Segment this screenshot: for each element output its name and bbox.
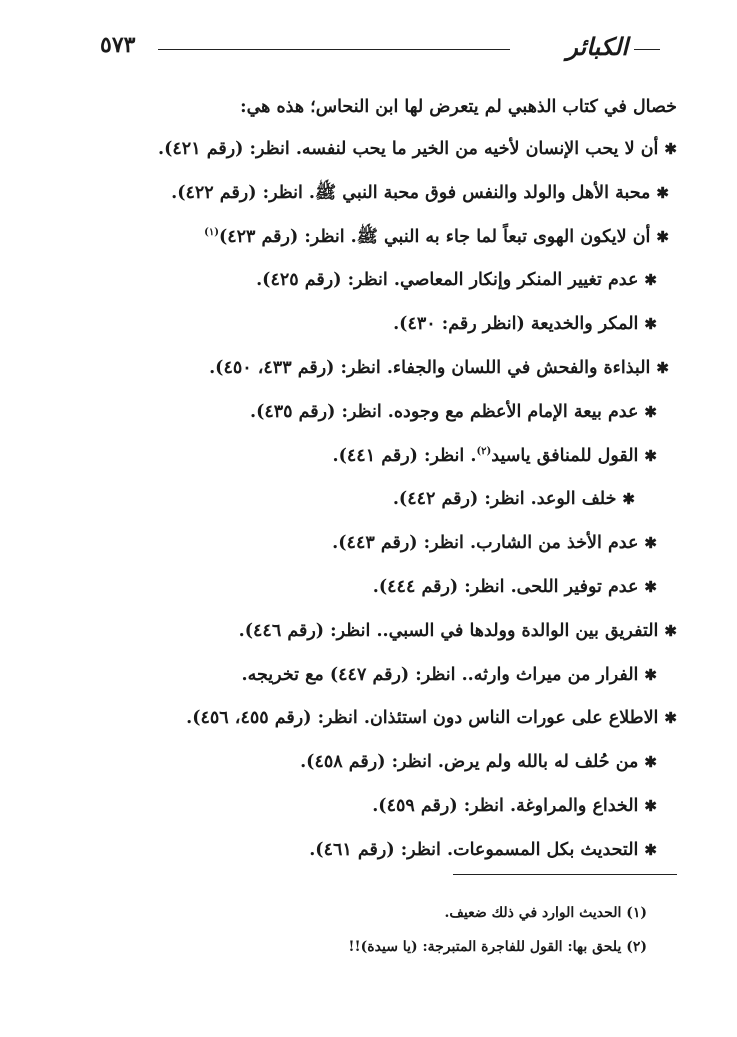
- bullet-icon: ✱: [644, 271, 657, 290]
- bullet-icon: ✱: [656, 227, 669, 246]
- item-text: القول للمنافق ياسيد: [491, 445, 639, 466]
- list-item: [117, 741, 677, 785]
- item-text: أن لا يحب الإنسان لأخيه من الخير ما يحب لنفسه. انظر: (رقم ٤٢١).: [158, 139, 659, 159]
- list-item: [117, 654, 677, 698]
- bullet-icon: ✱: [622, 490, 635, 509]
- footnote: (١) الحديث الوارد في ذلك ضعيف.: [444, 905, 647, 921]
- bullet-icon: ✱: [656, 358, 669, 377]
- list-item: [117, 785, 677, 829]
- page-header: [100, 30, 660, 70]
- bullet-icon: ✱: [644, 402, 657, 421]
- bullet-icon: ✱: [644, 534, 657, 553]
- list-item: [117, 697, 677, 741]
- item-text: التفريق بين الوالدة وولدها في السبي.. انظر: (رقم ٤٤٦).: [238, 620, 659, 641]
- item-text: محبة الأهل والولد والنفس فوق محبة النبي ﷺ. انظر: (رقم ٤٢٢).: [171, 182, 651, 203]
- item-text: أن لايكون الهوى تبعاً لما جاء به النبي ﷺ. انظر: (رقم ٤٢٣): [218, 226, 651, 247]
- footnote-rule: [453, 874, 677, 875]
- bullet-icon: ✱: [644, 315, 657, 334]
- list-item: [117, 566, 677, 610]
- bullet-icon: ✱: [664, 621, 677, 640]
- list-item: [117, 172, 677, 216]
- footnote: (٢) يلحق بها: القول للفاجرة المتبرجة: (يا سيدة)!!: [348, 939, 647, 955]
- intro-line: خصال في كتاب الذهبي لم يتعرض لها ابن النحاس؛ هذه هي:: [240, 97, 677, 117]
- header-rule: [158, 49, 510, 50]
- bullet-icon: ✱: [656, 183, 669, 202]
- list-item: [117, 610, 677, 654]
- bullet-icon: ✱: [644, 840, 657, 859]
- list-item: [117, 435, 677, 479]
- body-text: [117, 86, 677, 873]
- bullet-icon: ✱: [644, 577, 657, 596]
- item-text: الخداع والمراوغة. انظر: (رقم ٤٥٩).: [372, 795, 639, 816]
- list-item: [117, 391, 677, 435]
- footnotes: [127, 896, 647, 964]
- item-list: [117, 128, 677, 873]
- list-item: [117, 522, 677, 566]
- list-item: [117, 303, 677, 347]
- header-rule-right: [634, 49, 660, 50]
- list-item: [117, 347, 677, 391]
- item-text: عدم توفير اللحى. انظر: (رقم ٤٤٤).: [372, 576, 639, 597]
- list-item: [117, 829, 677, 873]
- item-text: البذاءة والفحش في اللسان والجفاء. انظر: (رقم ٤٣٣، ٤٥٠).: [209, 357, 651, 378]
- bullet-icon: ✱: [644, 753, 657, 772]
- item-text: التحديث بكل المسموعات. انظر: (رقم ٤٦١).: [309, 839, 639, 860]
- bullet-icon: ✱: [664, 709, 677, 728]
- list-item: [117, 128, 677, 172]
- item-text: عدم الأخذ من الشارب. انظر: (رقم ٤٤٣).: [332, 533, 639, 554]
- item-text: المكر والخديعة (انظر رقم: ٤٣٠).: [393, 314, 639, 335]
- page-number: ٥٧٣: [100, 32, 136, 58]
- item-text: الاطلاع على عورات الناس دون استئذان. انظر: (رقم ٤٥٥، ٤٥٦).: [186, 708, 659, 729]
- item-text: عدم بيعة الإمام الأعظم مع وجوده. انظر: (رقم ٤٣٥).: [249, 401, 639, 422]
- list-item: [117, 478, 677, 522]
- item-text: من حُلف له بالله ولم يرض. انظر: (رقم ٤٥٨).: [300, 752, 639, 773]
- bullet-icon: ✱: [644, 446, 657, 465]
- item-text: الفرار من ميراث وارثه.. انظر: (رقم ٤٤٧) مع تخريجه.: [241, 664, 639, 685]
- list-item: [117, 259, 677, 303]
- bullet-icon: ✱: [644, 665, 657, 684]
- bullet-icon: ✱: [664, 140, 677, 158]
- item-text: عدم تغيير المنكر وإنكار المعاصي. انظر: (رقم ٤٢٥).: [256, 270, 639, 291]
- bullet-icon: ✱: [644, 796, 657, 815]
- footnote-ref: (١): [204, 226, 219, 238]
- footnote-ref: (٢): [476, 445, 492, 457]
- item-text-after: . انظر: (رقم ٤٤١).: [332, 445, 477, 466]
- running-title: الكبائر: [566, 32, 628, 61]
- list-item: [117, 216, 677, 260]
- item-text: خلف الوعد. انظر: (رقم ٤٤٢).: [392, 489, 617, 510]
